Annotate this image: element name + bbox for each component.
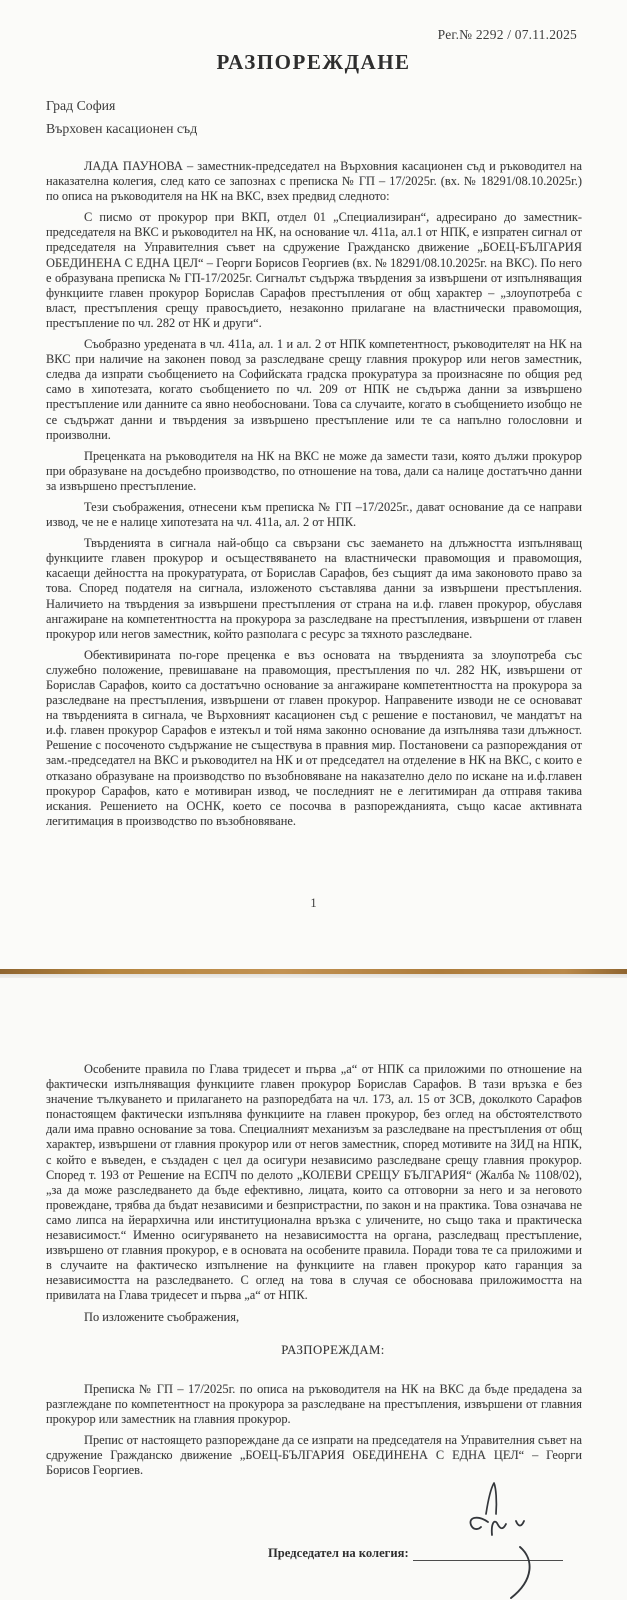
paragraph: Препис от настоящето разпореждане да се изпрати на председателя на Управителния съвет на сдружение Гражданско движение „БОЕЦ-БЪЛГАРИЯ ОБЕДИНЕНА С ЕДНА ЦЕЛ“ – Георги Борисов Георгиев.: [46, 1432, 582, 1478]
paragraph: Обективирината по-горе преценка е въз основата на твърденията за злоупотреба със служебно положение, превишаване на правомощия, престъпления по чл. 282 НК, извършени от Борислав Сарафов, които са достатъчно основание за ангажиране компетентността на прокурора за разследване на престъпления, извършени от главен прокурор. Направените изводи не се основават на твърденията в сигнала, че Върховният касационен съд с решение е постановил, че мандатът на и.ф. главен прокурор Сарафов е изтекъл и той няма законно основание да изпълнява тази длъжност. Решение с посоченото съдържание не съществува в правния мир. Постановени са разпореждания от зам.-председател на ВКС и ръководител на НК и от председател на отделение в НК на ВКС, с които е отказано образуване на производство по възобновяване на наказателно дело по искане на и.ф.главен прокурор Сарафов, като е мотивиран извод, че последният не е легитимиран да отправя такива искания. Решението на ОСНК, което се посочва в разпорежданията, също касае активната легитимация в производство по възобновяване.: [46, 647, 582, 828]
page-number: 1: [310, 896, 317, 910]
court-line: Върховен касационен съд: [46, 121, 198, 136]
order-heading: РАЗПОРЕЖДАМ:: [281, 1342, 385, 1357]
registration-number: Рег.№ 2292 / 07.11.2025: [437, 27, 577, 42]
paragraph: Твърденията в сигнала най-общо са свързани със заемането на длъжността изпълняващ функциите главен прокурор и осъществяването на властнически правомощия и правомощия, касаещи дейността на прокуратурата, от Борислав Сарафов, без същият да има законовото право за това. Според подателя на сигнала, изложеното съставлява данни за извършени престъпления. Наличието на твърдения за извършени престъпления от страна на и.ф. главен прокурор, обуславя ангажиране на компетентността на прокурора за разследване на престъпления, извършени от главен прокурор или негов заместник, който разполага с ресурс за тяхното разследване.: [46, 536, 582, 641]
signature-label: Председател на колегия:: [268, 1546, 409, 1560]
page2-body-text: [46, 1062, 582, 1484]
paragraph: Преписка № ГП – 17/2025г. по описа на ръководителя на НК на ВКС да бъде предадена за разглеждане по компетентност на прокурора за разследване на престъпления, извършени от главния прокурор или заместник на главния прокурор.: [46, 1381, 582, 1426]
signature-block: [268, 1545, 563, 1561]
paragraph: Тези съображения, отнесени към преписка № ГП –17/2025г., дават основание да се направи извод, че не е налице хипотезата на чл. 411а, ал. 2 от НПК.: [46, 499, 582, 530]
paragraph: С писмо от прокурор при ВКП, отдел 01 „Специализиран“, адресирано до заместник-председателя на ВКС и ръководител на НК, на основание чл. 411а, ал.1 от НПК, е изпратен сигнал от председателя на Управителния съвет на сдружение Гражданско движение „БОЕЦ-БЪЛГАРИЯ ОБЕДИНЕНА С ЕДНА ЦЕЛ“ – Георги Борисов Георгиев (вх. № 18291/08.10.2025г. на ВКС). По него е образувана преписка № ГП-17/2025г. Сигналът съдържа твърдения за извършени от изпълняващия функциите главен прокурор Борислав Сарафов престъпления от общ характер – „злоупотреба с власт, престъпления срещу правосъдието, незаконно прилагане на властнически правомощия, престъпление по чл. 282 от НК и други“.: [46, 210, 582, 330]
page1-body-text: [46, 159, 582, 835]
paragraph: ЛАДА ПАУНОВА – заместник-председател на Върховния касационен съд и ръководител на наказателна колегия, след като се запознах с преписка № ГП – 17/2025г. (вх. № 18291/08.10.2025г.) по описа на ръководителя на НК на ВКС, взех предвид следното:: [46, 159, 582, 204]
city-line: Град София: [46, 98, 116, 113]
paragraph: Преценката на ръководителя на НК на ВКС не може да замести тази, която дължи прокурор при образуване на досъдебно производство, по отношение на това, дали са налице достатъчно данни за извършено престъпление.: [46, 448, 582, 493]
document-title: РАЗПОРЕЖДАНЕ: [216, 50, 411, 74]
issuing-authority-block: [46, 98, 197, 144]
paragraph: Съобразно уредената в чл. 411а, ал. 1 и ал. 2 от НПК компетентност, ръководителят на НК на ВКС при наличие на законен повод за разследване срещу главния прокурор или негов заместник, следва да изпрати съобщението на Софийската градска прокуратура за произнасяне по общия ред само в хипотезата, когато съобщението по чл. 209 от НПК не съдържа данни за извършено престъпление или данните са явно необосновани. Това са случаите, когато в съобщението изобщо не се съдържат данни и твърдения за извършено престъпление или те са напълно голословни и произволни.: [46, 337, 582, 442]
closing-intro: По изложените съображения,: [84, 1309, 240, 1324]
paragraph: Особените правила по Глава тридесет и първа „а“ от НПК са приложими по отношение на фактически изпълняващия функциите главен прокурор Борислав Сарафов. В тази връзка е без значение тълкуването и прилагането на разпоредбата на чл. 173, ал. 15 от ЗСВ, доколкото Сарафов понастоящем фактически изпълнява функциите на главен прокурор, без оглед на обстоятелството дали има правно основание за това. Специалният механизъм за разследване на престъпления от общ характер, извършени от главния прокурор или от негов заместник, според мотивите на ЗИД на НПК, с който е въведен, е създаден с цел да осигури независимо разследване срещу главния прокурор. Според т. 193 от Решение на ЕСПЧ по делото „КОЛЕВИ СРЕЩУ БЪЛГАРИЯ“ (Жалба № 1108/02), „за да може разследването да бъде ефективно, лицата, които са отговорни за него и за неговото провеждане, трябва да бъдат независими и безпристрастни, по закон и на практика. Това означава не само липса на йерархична или институционална връзка с уличените, но също така и практическа независимост.“ Именно осигуряването на независимостта на органа, разследващ престъпление, извършено от главния прокурор, е в основата на особените правила. Поради това те са приложими и в случаите на фактическо изпълнение на функциите на главен прокурор като гаранция за независимостта на разследването. С оглед на това в случая се обосновава приложимостта на привилата на Глава тридесет и първа „а“ от НПК.: [46, 1062, 582, 1303]
signature-line: [413, 1545, 563, 1561]
